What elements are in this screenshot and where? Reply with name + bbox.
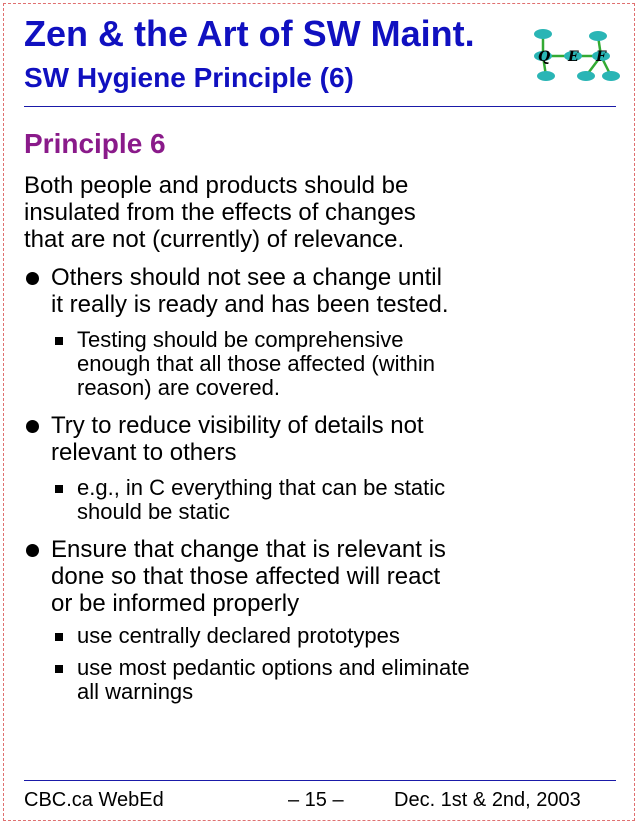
bullet-line: or be informed properly — [51, 590, 300, 617]
sub-bullet-text — [77, 656, 557, 704]
bullet-line: it really is ready and has been tested. — [51, 291, 449, 318]
bullet-text — [51, 536, 591, 617]
sub-bullet-line: e.g., in C everything that can be static — [77, 475, 446, 500]
bullet-text — [51, 412, 591, 466]
bullet-line: Try to reduce visibility of details not — [51, 412, 424, 439]
square-bullet-icon — [55, 485, 63, 493]
bullet-dot-icon — [26, 420, 39, 433]
qef-logo-icon — [528, 26, 620, 88]
sub-bullet-text — [77, 476, 557, 524]
sub-bullet-line: should be static — [77, 499, 230, 524]
intro-paragraph — [24, 172, 614, 253]
page-number: – 15 – — [288, 789, 344, 811]
bullet-text — [51, 264, 591, 318]
bullet-line: done so that those affected will react — [51, 563, 441, 590]
sub-bullet-line: enough that all those affected (within — [77, 351, 435, 376]
sub-bullet-line: use centrally declared prototypes — [77, 623, 400, 648]
bullet-line: Others should not see a change until — [51, 264, 442, 291]
slide-subtitle: SW Hygiene Principle (6) — [24, 62, 354, 93]
sub-bullet-line: Testing should be comprehensive — [77, 327, 404, 352]
logo-letter-f: F — [596, 49, 606, 65]
intro-line: insulated from the effects of changes — [24, 199, 416, 226]
square-bullet-icon — [55, 633, 63, 641]
footer-rule — [24, 780, 616, 781]
bullet-dot-icon — [26, 544, 39, 557]
sub-bullet-text — [77, 328, 557, 400]
intro-line: that are not (currently) of relevance. — [24, 226, 405, 253]
principle-heading: Principle 6 — [24, 128, 166, 159]
sub-bullet-line: all warnings — [77, 679, 194, 704]
footer-left: CBC.ca WebEd — [24, 789, 164, 811]
bullet-dot-icon — [26, 272, 39, 285]
sub-bullet-line: reason) are covered. — [77, 375, 280, 400]
bullet-line: Ensure that change that is relevant is — [51, 536, 446, 563]
logo-letter-e: E — [568, 49, 579, 65]
square-bullet-icon — [55, 337, 63, 345]
intro-line: Both people and products should be — [24, 172, 409, 199]
slide-title: Zen & the Art of SW Maint. — [24, 13, 475, 54]
square-bullet-icon — [55, 665, 63, 673]
bullet-line: relevant to others — [51, 439, 237, 466]
sub-bullet-line: use most pedantic options and eliminate — [77, 655, 470, 680]
sub-bullet-text — [77, 624, 557, 648]
header-rule — [24, 106, 616, 107]
logo-letter-q: Q — [538, 49, 551, 65]
footer-date: Dec. 1st & 2nd, 2003 — [394, 789, 581, 811]
